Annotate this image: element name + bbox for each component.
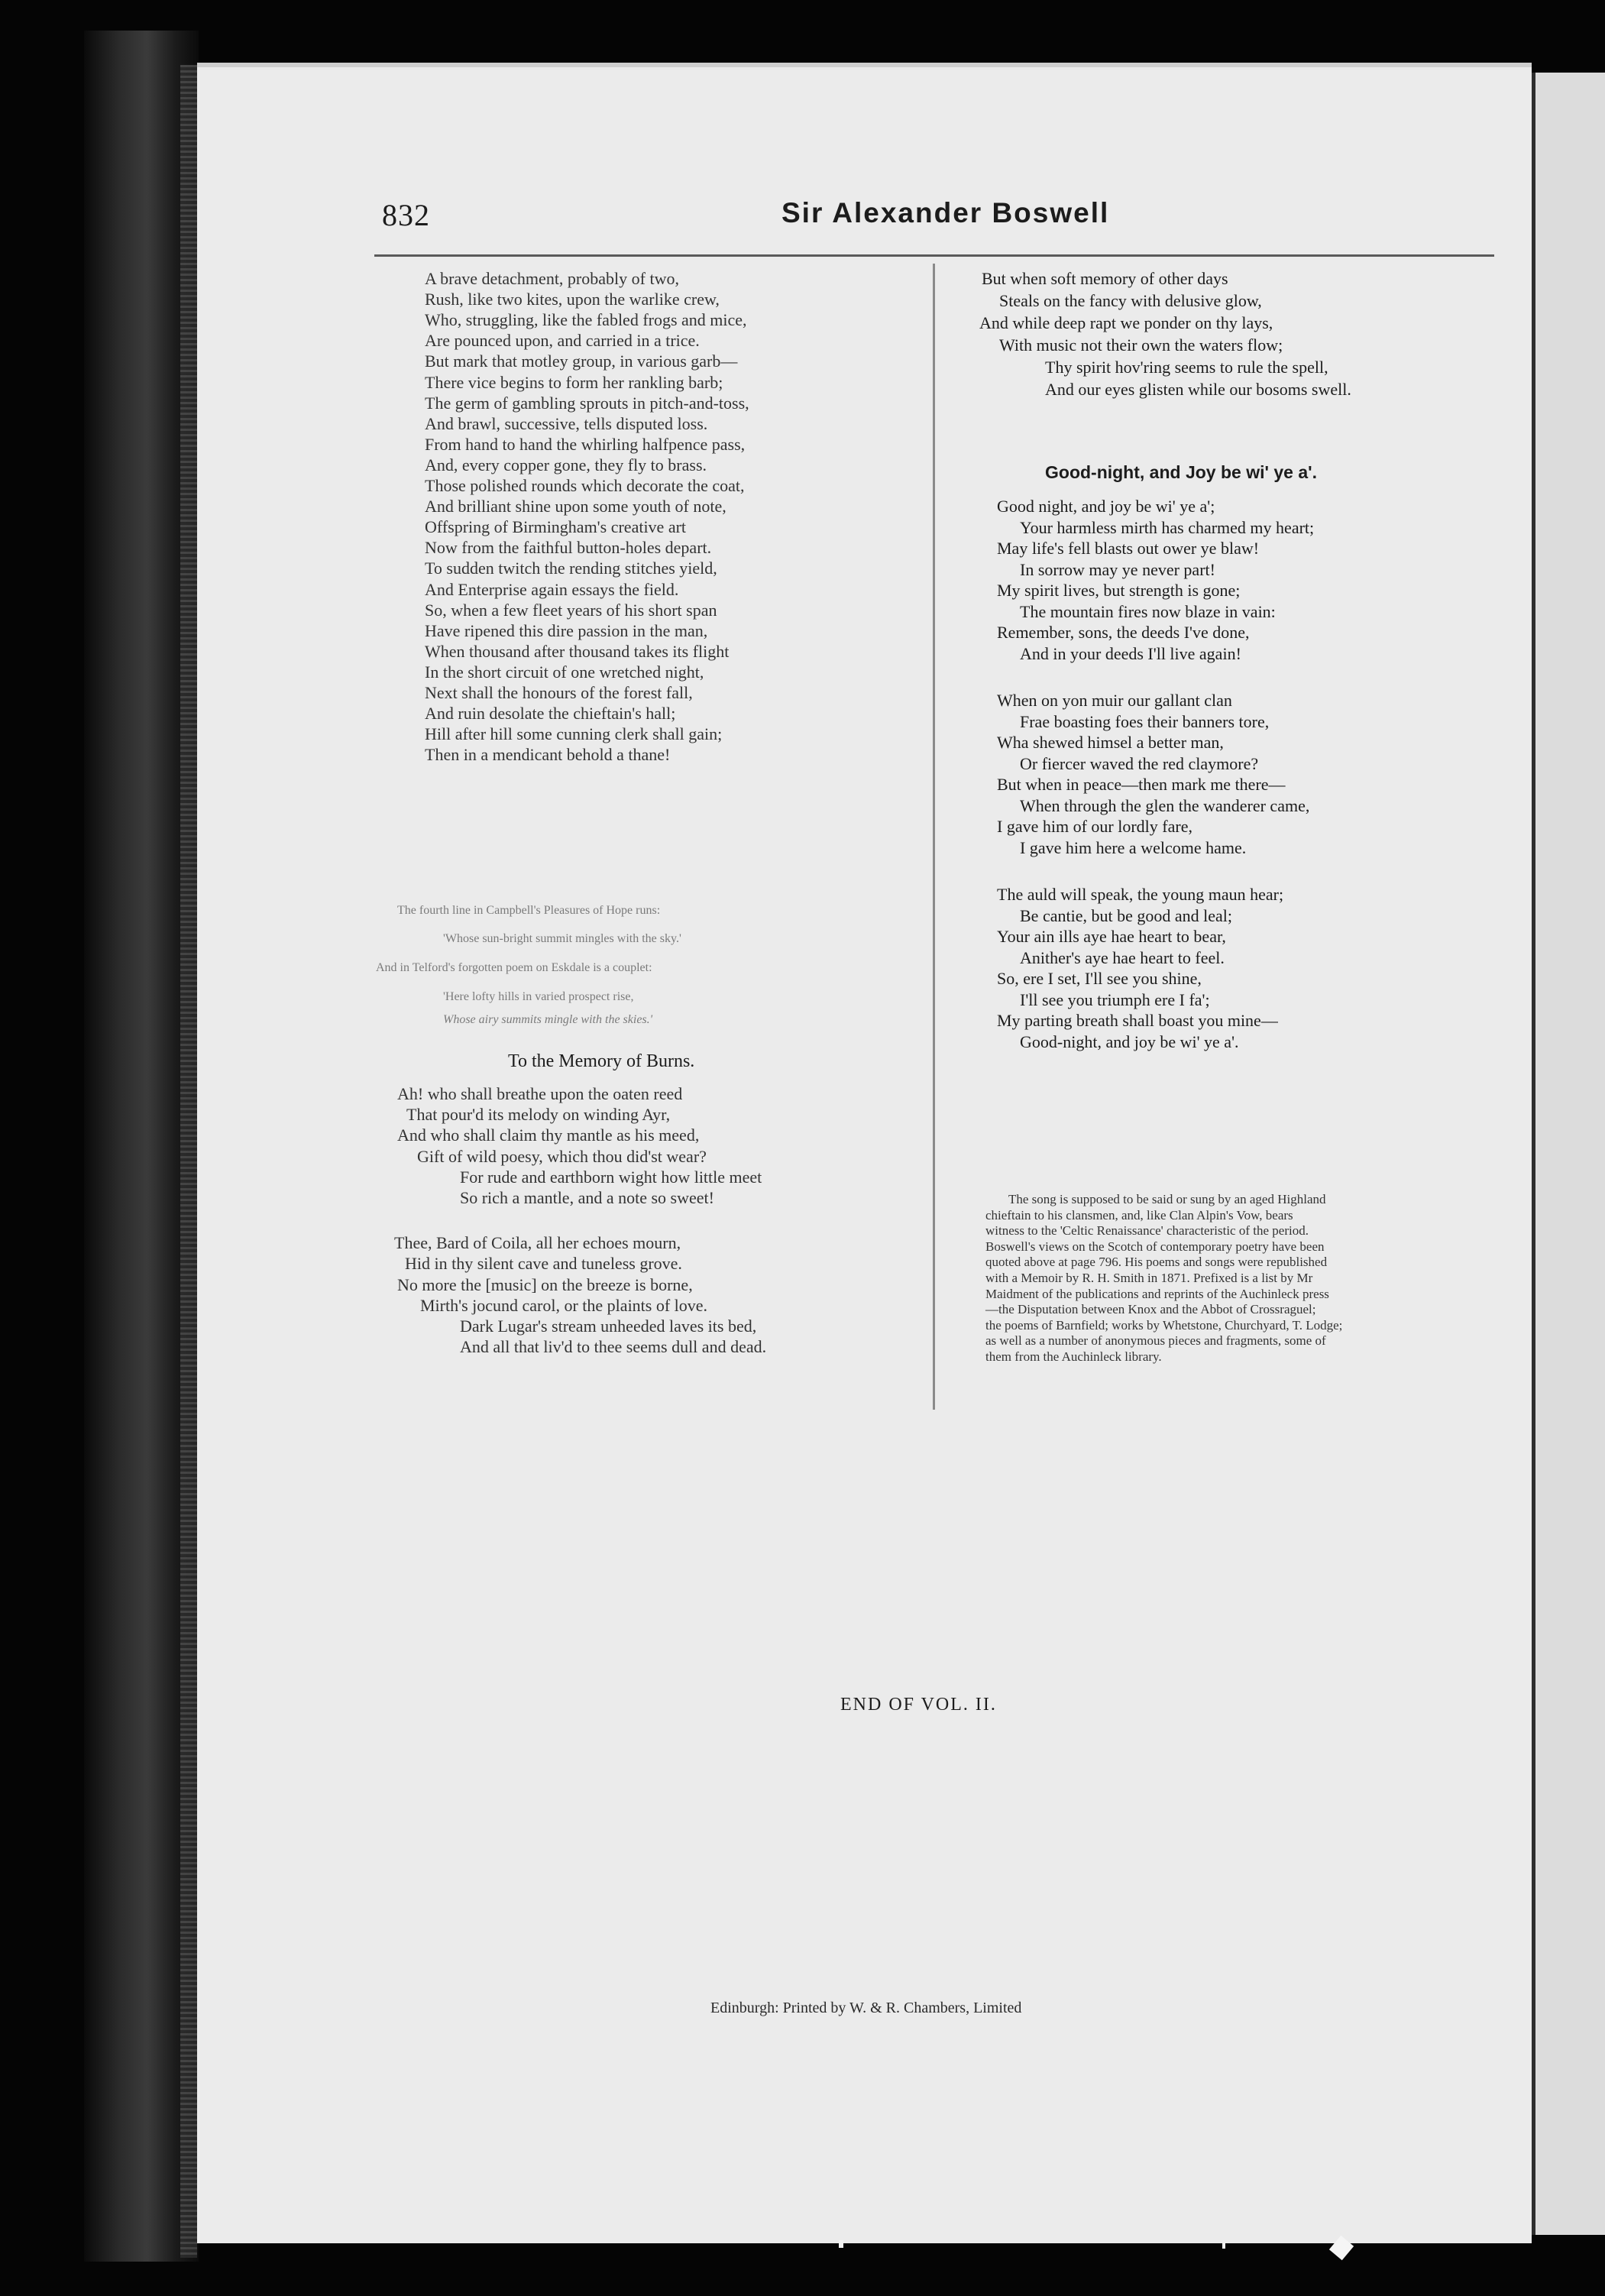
note-line: —the Disputation between Knox and the Abbot of Crossraguel; <box>985 1302 1316 1317</box>
note-line: the poems of Barnfield; works by Whetstone, Churchyard, T. Lodge; <box>985 1317 1343 1333</box>
poem-line: Be cantie, but be good and leal; <box>1020 905 1232 925</box>
poem-line: And in your deeds I'll live again! <box>1020 643 1241 663</box>
note-line: Whose airy summits mingle with the skies.' <box>443 1013 653 1026</box>
poem-line: Have ripened this dire passion in the man, <box>425 620 708 640</box>
poem-line: And who shall claim thy mantle as his meed, <box>397 1125 700 1145</box>
running-head: Sir Alexander Boswell <box>781 197 1110 228</box>
poem-line: Offspring of Birmingham's creative art <box>425 517 687 537</box>
note-line: And in Telford's forgotten poem on Eskdale is a couplet: <box>376 961 652 974</box>
poem-line: In sorrow may ye never part! <box>1020 559 1215 579</box>
note-line: 'Here lofty hills in varied prospect rise, <box>443 990 634 1003</box>
poem-line: Remember, sons, the deeds I've done, <box>997 623 1250 642</box>
poem-line: Steals on the fancy with delusive glow, <box>999 291 1262 310</box>
poem-line: When through the glen the wanderer came, <box>1020 795 1310 815</box>
header-rule <box>374 254 1494 257</box>
poem-line: So, ere I set, I'll see you shine, <box>997 969 1202 988</box>
poem-line: Ah! who shall breathe upon the oaten reed <box>397 1084 683 1103</box>
note-line: The fourth line in Campbell's Pleasures of Hope runs: <box>397 904 661 917</box>
note-line: them from the Auchinleck library. <box>985 1349 1162 1364</box>
poem-line: Anither's aye hae heart to feel. <box>1020 947 1225 967</box>
poem-line: Those polished rounds which decorate the coat, <box>425 476 745 495</box>
poem-line: For rude and earthborn wight how little meet <box>460 1167 762 1187</box>
poem-line: Then in a mendicant behold a thane! <box>425 745 671 765</box>
note-line: witness to the 'Celtic Renaissance' characteristic of the period. <box>985 1223 1309 1239</box>
poem-line: My spirit lives, but strength is gone; <box>997 581 1241 600</box>
poem-line: So, when a few fleet years of his short span <box>425 600 717 620</box>
burns-poem-title: To the Memory of Burns. <box>508 1051 695 1071</box>
poem-line: So rich a mantle, and a note so sweet! <box>460 1188 714 1207</box>
poem-line: Thy spirit hov'ring seems to rule the spell, <box>1045 358 1328 377</box>
printer-imprint: Edinburgh: Printed by W. & R. Chambers, Limited <box>710 2000 1022 2016</box>
poem-line: And while deep rapt we ponder on thy lays, <box>979 313 1273 332</box>
scan-speck <box>839 2240 843 2248</box>
poem-line: Gift of wild poesy, which thou did'st wear? <box>417 1146 707 1166</box>
poem-line: And, every copper gone, they fly to brass. <box>425 455 707 474</box>
poem-line: The germ of gambling sprouts in pitch-and-toss, <box>425 393 749 413</box>
poem-line: And all that liv'd to thee seems dull and dead. <box>460 1337 767 1357</box>
note-line: quoted above at page 796. His poems and songs were republished <box>985 1255 1328 1270</box>
poem-line: From hand to hand the whirling halfpence pass, <box>425 434 746 454</box>
poem-line: Mirth's jocund carol, or the plaints of love. <box>420 1295 708 1315</box>
note-line: chieftain to his clansmen, and, like Clan Alpin's Vow, bears <box>985 1207 1293 1222</box>
poem-line: There vice begins to form her rankling barb; <box>425 372 723 392</box>
poem-line: I gave him of our lordly fare, <box>997 817 1192 836</box>
poem-line: When on yon muir our gallant clan <box>997 691 1232 710</box>
poem-line: Thee, Bard of Coila, all her echoes mourn, <box>394 1233 681 1253</box>
poem-line: No more the [music] on the breeze is borne, <box>397 1274 693 1294</box>
poem-line: And brawl, successive, tells disputed loss. <box>425 413 708 433</box>
poem-line: But when in peace—then mark me there— <box>997 775 1286 794</box>
poem-line: And our eyes glisten while our bosoms swell. <box>1045 380 1351 399</box>
poem-line: Now from the faithful button-holes depart. <box>425 538 712 558</box>
poem-line: Hill after hill some cunning clerk shall gain; <box>425 724 723 744</box>
note-line: as well as a number of anonymous pieces and fragments, some of <box>985 1333 1326 1349</box>
goodnight-poem-title: Good-night, and Joy be wi' ye a'. <box>1045 462 1317 482</box>
poem-line: Dark Lugar's stream unheeded laves its bed, <box>460 1316 757 1336</box>
poem-line: That pour'd its melody on winding Ayr, <box>406 1105 671 1125</box>
poem-line: The mountain fires now blaze in vain: <box>1020 601 1276 621</box>
poem-line: To sudden twitch the rending stitches yield, <box>425 559 717 578</box>
note-line: 'Whose sun-bright summit mingles with the sky.' <box>443 932 681 945</box>
poem-line: I gave him here a welcome hame. <box>1020 837 1247 857</box>
poem-line: May life's fell blasts out ower ye blaw! <box>997 539 1260 558</box>
poem-line: I'll see you triumph ere I fa'; <box>1020 989 1210 1009</box>
poem-line: But mark that motley group, in various garb— <box>425 351 738 371</box>
note-line: with a Memoir by R. H. Smith in 1871. Prefixed is a list by Mr <box>985 1271 1313 1285</box>
poem-line: Or fiercer waved the red claymore? <box>1020 753 1259 773</box>
poem-line: The auld will speak, the young maun hear; <box>997 885 1284 904</box>
poem-line: A brave detachment, probably of two, <box>425 269 679 288</box>
poem-line: Are pounced upon, and carried in a trice. <box>425 331 700 351</box>
poem-line: Next shall the honours of the forest fall, <box>425 683 693 702</box>
poem-line: Your ain ills aye hae heart to bear, <box>997 927 1226 946</box>
poem-line: In the short circuit of one wretched night, <box>425 662 704 682</box>
poem-line: Hid in thy silent cave and tuneless grove. <box>405 1254 682 1274</box>
poem-line: Wha shewed himsel a better man, <box>997 733 1224 752</box>
poem-line: When thousand after thousand takes its flight <box>425 641 730 661</box>
poem-line: And brilliant shine upon some youth of note, <box>425 497 726 517</box>
poem-line: But when soft memory of other days <box>982 269 1228 288</box>
page-edges <box>180 65 197 2258</box>
poem-line: Frae boasting foes their banners tore, <box>1020 711 1270 731</box>
poem-line: Your harmless mirth has charmed my heart; <box>1020 517 1315 537</box>
end-of-volume: END OF VOL. II. <box>840 1695 997 1715</box>
poem-line: And Enterprise again essays the field. <box>425 579 679 599</box>
note-line: The song is supposed to be said or sung by an aged Highland <box>1008 1192 1326 1206</box>
poem-line: With music not their own the waters flow; <box>999 335 1283 355</box>
poem-line: Good night, and joy be wi' ye a'; <box>997 497 1215 516</box>
poem-line: Rush, like two kites, upon the warlike crew, <box>425 290 720 309</box>
note-line: Maidment of the publications and reprints of the Auchinleck press <box>985 1286 1329 1301</box>
poem-line: My parting breath shall boast you mine— <box>997 1011 1278 1030</box>
column-divider <box>933 264 935 1410</box>
next-page-edge <box>1535 73 1605 2235</box>
poem-line: Good-night, and joy be wi' ye a'. <box>1020 1031 1239 1051</box>
scan-speck <box>1222 2243 1225 2249</box>
note-line: Boswell's views on the Scotch of contemporary poetry have been <box>985 1239 1325 1254</box>
poem-line: And ruin desolate the chieftain's hall; <box>425 704 676 724</box>
poem-line: Who, struggling, like the fabled frogs and mice, <box>425 310 747 330</box>
page-number: 832 <box>382 198 430 232</box>
